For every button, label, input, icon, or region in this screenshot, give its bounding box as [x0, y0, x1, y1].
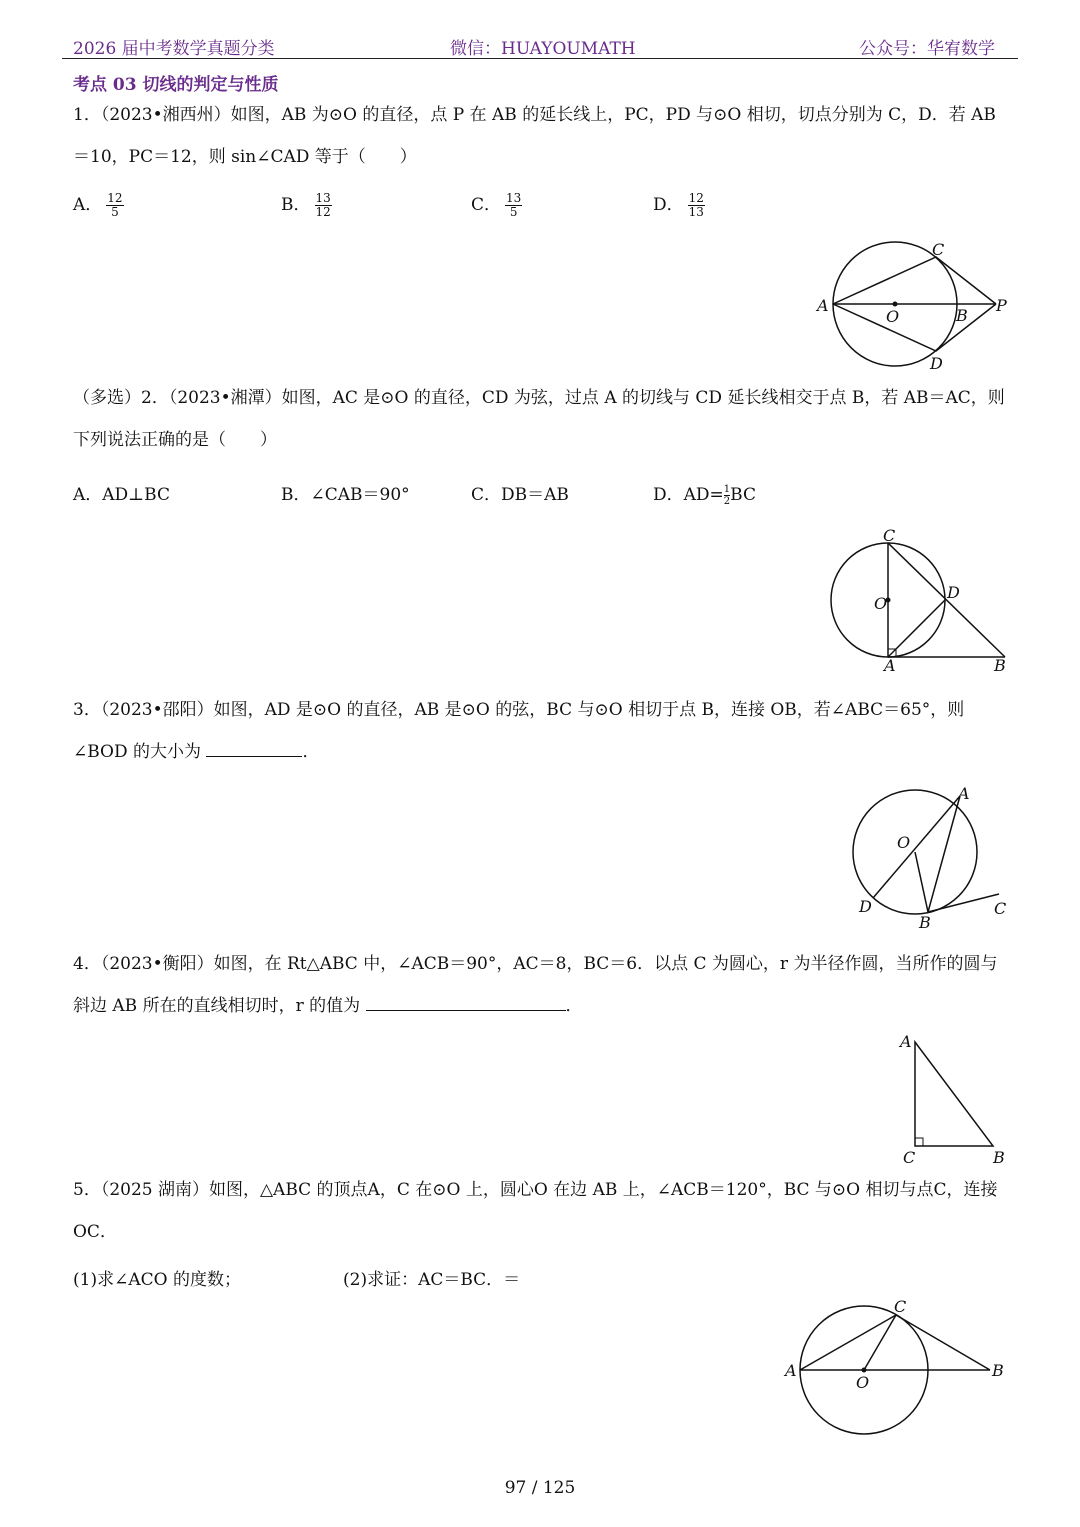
q1-option-c — [471, 190, 522, 219]
q4-label-b: B — [993, 1148, 1005, 1167]
header-series-title: 2026 届中考数学真题分类 — [73, 39, 275, 59]
q1-option-a — [73, 190, 124, 219]
q3-line-da — [873, 796, 960, 898]
q3-label-a: A — [958, 784, 970, 803]
q2-label-c: C — [883, 526, 896, 545]
q3-figure — [845, 780, 1025, 930]
q1-option-b-label: B． — [281, 195, 311, 215]
q5-center-dot — [862, 1368, 867, 1373]
q2-label-d: D — [947, 583, 960, 602]
q1-option-a-fraction: $\frac{12}{5}$ — [107, 191, 123, 219]
q5-part-1: (1)求∠ACO 的度数； — [73, 1270, 241, 1290]
q1-option-d-label: D． — [653, 195, 684, 215]
question-2-text: （多选）2．（2023•湘潭）如图，AC 是⊙O 的直径，CD 为弦，过点 A 的切线与 CD 延长线相交于点 B，若 AB＝AC，则下列说法正确的是（ ） — [73, 388, 1005, 450]
q5-label-b: B — [992, 1361, 1004, 1380]
q5-label-c: C — [894, 1297, 907, 1316]
q3-line-bc — [928, 894, 999, 912]
q5-line-ac — [800, 1315, 896, 1370]
q4-label-a: A — [900, 1032, 912, 1051]
q1-line-adp — [833, 304, 996, 351]
q5-line-oc — [864, 1315, 896, 1370]
q1-label-d: D — [930, 354, 943, 373]
q5-label-o: O — [856, 1373, 870, 1392]
q2-option-d: D．AD= $\frac{1}{2}BC$ — [653, 484, 756, 507]
q3-answer-blank[interactable] — [206, 756, 302, 757]
q2-option-b: B．∠CAB＝90° — [281, 485, 410, 505]
question-4-text: 4．（2023•衡阳）如图，在 Rt△ABC 中，∠ACB＝90°，AC＝8，BC＝6．以点 C 为圆心，r 为半径作圆，当所作的圆与斜边 AB 所在的直线相切时，r 的值为 ． — [73, 954, 998, 1016]
q1-option-c-fraction: $\frac{13}{5}$ — [506, 191, 522, 219]
q4-answer-blank[interactable] — [366, 1010, 566, 1011]
question-1-text: 1．（2023•湘西州）如图，AB 为⊙O 的直径，点 P 在 AB 的延长线上，PC，PD 与⊙O 相切，切点分别为 C，D．若 AB＝10，PC＝12，则 sin∠CAD 等于（ ） — [73, 105, 996, 167]
q4-right-angle-mark — [915, 1138, 923, 1146]
header-wechat: 微信：HUAYOUMATH — [450, 39, 636, 59]
q4-triangle — [915, 1042, 993, 1146]
header-divider — [62, 58, 1018, 59]
q5-figure — [780, 1295, 1010, 1440]
q2-option-c: C．DB＝AB — [471, 485, 569, 505]
question-3-text: 3．（2023•邵阳）如图，AD 是⊙O 的直径，AB 是⊙O 的弦，BC 与⊙O 相切于点 B，连接 OB，若∠ABC＝65°，则∠BOD 的大小为 ． — [73, 700, 965, 762]
q5-label-a: A — [785, 1361, 797, 1380]
q1-label-p: P — [996, 296, 1007, 315]
q2-label-o: O — [874, 594, 888, 613]
q3-label-o: O — [897, 833, 911, 852]
q2-line-ad — [888, 600, 945, 657]
q2-option-d-fraction: $\frac{1}{2}$ — [723, 484, 731, 507]
q3-label-b: B — [919, 913, 931, 932]
q1-label-b: B — [956, 306, 968, 325]
q3-label-d: D — [859, 897, 872, 916]
q2-figure — [820, 525, 1020, 675]
q2-label-b: B — [994, 656, 1006, 675]
q2-label-a: A — [884, 656, 896, 675]
q1-option-a-label: A． — [73, 195, 103, 215]
q1-option-b-fraction: $\frac{13}{12}$ — [315, 191, 331, 219]
q1-option-c-label: C． — [471, 195, 502, 215]
q1-label-a: A — [817, 296, 829, 315]
question-5-text: 5．（2025 湖南）如图，△ABC 的顶点A，C 在⊙O 上，圆心O 在边 AB 上，∠ACB＝120°，BC 与⊙O 相切与点C，连接 OC． — [73, 1180, 998, 1242]
q5-line-cb — [896, 1315, 990, 1370]
q2-option-a: A．AD⊥BC — [73, 485, 170, 505]
page-number: 97 / 125 — [504, 1478, 576, 1498]
q3-line-ob — [915, 852, 928, 912]
q1-option-d-fraction: $\frac{12}{13}$ — [688, 191, 704, 219]
q4-label-c: C — [903, 1148, 916, 1167]
q1-figure — [810, 235, 1020, 375]
header-account: 公众号：华宥数学 — [859, 39, 995, 59]
q1-option-d — [653, 190, 705, 219]
q3-label-c: C — [994, 899, 1007, 918]
q3-line-ab — [928, 796, 960, 912]
section-title: 考点 03 切线的判定与性质 — [73, 75, 279, 95]
q5-part-2: (2)求证：AC＝BC．＝ — [343, 1270, 521, 1290]
q1-center-dot — [893, 302, 898, 307]
q1-option-b — [281, 190, 332, 219]
q1-label-c: C — [932, 240, 945, 259]
q4-figure — [895, 1030, 1015, 1170]
q1-line-acp — [833, 257, 996, 304]
q1-label-o: O — [886, 307, 900, 326]
